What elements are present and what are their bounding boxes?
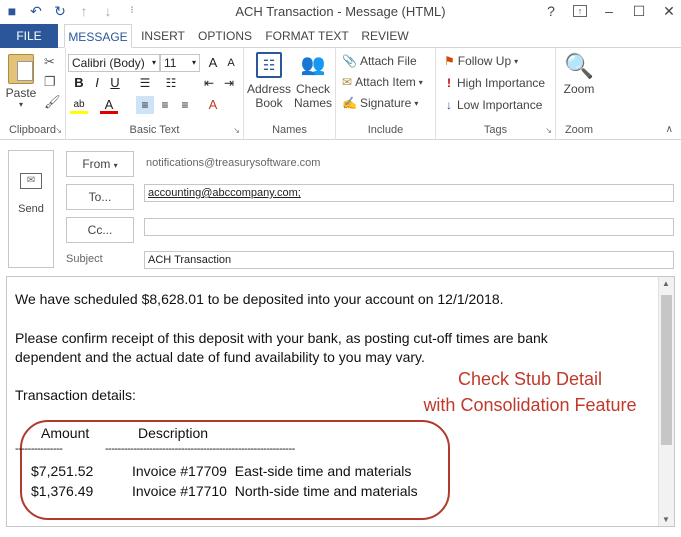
title-bar	[0, 0, 681, 24]
message-body[interactable]	[6, 276, 675, 527]
font-name-select[interactable]	[68, 54, 160, 72]
send-icon: ✉	[20, 173, 42, 189]
increase-indent-icon[interactable]: ⇥	[223, 76, 235, 90]
table-row-2-amount: $1,376.49	[31, 483, 94, 499]
zoom-label: Zoom	[563, 82, 595, 96]
table-row-2-desc: Invoice #17710 North-side time and materials	[132, 483, 418, 499]
up-arrow-icon[interactable]: ↑	[80, 3, 88, 19]
redo-icon[interactable]: ↻	[54, 3, 66, 19]
numbering-icon[interactable]: ☷	[165, 76, 177, 90]
clipboard-label: Clipboard	[8, 124, 57, 136]
attach-item-button[interactable]	[342, 75, 423, 89]
decrease-indent-icon[interactable]: ⇤	[203, 76, 215, 90]
body-line-2: Please confirm receipt of this deposit with your bank, as posting cut-off times are bank	[15, 330, 548, 346]
attach-file-label: Attach File	[359, 54, 417, 68]
table-row-1-desc: Invoice #17709 East-side time and materials	[132, 463, 412, 479]
highlight-icon[interactable]: ab	[70, 96, 88, 114]
paste-label: Paste	[5, 86, 37, 100]
column-header-amount: Amount	[41, 425, 90, 441]
font-name-value: Calibri (Body)	[72, 56, 145, 70]
to-recipient[interactable]: accounting@abccompany.com;	[148, 187, 301, 199]
help-button[interactable]: ?	[547, 3, 555, 19]
paste-button[interactable]	[4, 52, 38, 116]
down-arrow-icon: ↓	[446, 98, 452, 112]
subject-label: Subject	[66, 253, 103, 265]
include-label: Include	[367, 124, 404, 136]
font-size-value: 11	[164, 56, 177, 70]
zoom-button[interactable]	[558, 52, 600, 96]
check-names-icon: 👥	[300, 54, 326, 76]
chevron-down-icon: ▾	[191, 58, 196, 67]
align-right-icon[interactable]: ≡	[181, 98, 189, 112]
send-button[interactable]	[8, 150, 54, 268]
dialog-launcher-icon[interactable]: ↘	[545, 126, 552, 135]
magnifier-icon: 🔍	[564, 53, 594, 80]
clear-formatting-icon[interactable]: A	[208, 97, 218, 112]
align-center-icon[interactable]: ≡	[161, 98, 169, 112]
signature-label: Signature	[359, 96, 412, 110]
attach-item-label: Attach Item	[355, 75, 416, 89]
low-importance-label: Low Importance	[457, 98, 543, 112]
signature-button[interactable]	[342, 96, 418, 110]
undo-icon[interactable]: ↶	[30, 3, 42, 19]
tab-format-text[interactable]: FORMAT TEXT	[265, 29, 349, 43]
tab-file[interactable]: FILE	[0, 24, 58, 48]
callout-line-1: Check Stub Detail	[457, 369, 603, 389]
font-color-icon[interactable]: A	[100, 96, 118, 114]
chevron-down-icon: ▾	[151, 58, 156, 67]
clipboard-group	[0, 48, 66, 140]
dialog-launcher-icon[interactable]: ↘	[233, 126, 240, 135]
save-icon[interactable]: ■	[7, 3, 17, 19]
attach-file-button[interactable]	[342, 54, 417, 68]
scroll-thumb[interactable]	[661, 295, 672, 445]
scroll-up-icon[interactable]: ▲	[662, 279, 670, 288]
table-row-1-amount: $7,251.52	[31, 463, 94, 479]
address-book-icon: ☷	[256, 52, 282, 78]
chevron-down-icon: ▾	[113, 161, 118, 170]
attach-item-icon: ✉	[342, 75, 353, 89]
from-value: notifications@treasurysoftware.com	[146, 157, 321, 169]
names-group	[244, 48, 336, 140]
address-book-button[interactable]	[246, 52, 292, 110]
flag-icon: ⚑	[444, 54, 455, 68]
close-button[interactable]: ✕	[663, 3, 675, 19]
underline-button[interactable]: U	[110, 75, 120, 90]
table-rule-1: ---------------	[15, 443, 63, 455]
paperclip-icon: 📎	[342, 54, 357, 68]
format-painter-icon[interactable]: 🖌	[44, 94, 61, 109]
tab-message[interactable]: MESSAGE	[64, 24, 132, 48]
follow-up-label: Follow Up	[457, 54, 512, 68]
window-title: ACH Transaction - Message (HTML)	[235, 4, 446, 19]
align-left-icon[interactable]: ≡	[136, 96, 154, 114]
column-header-description: Description	[138, 425, 209, 441]
send-label: Send	[18, 203, 44, 215]
minimize-button[interactable]: –	[605, 3, 613, 19]
tab-options[interactable]: OPTIONS	[197, 29, 252, 43]
italic-button[interactable]: I	[95, 75, 99, 90]
font-size-select[interactable]	[160, 54, 200, 72]
chevron-down-icon: ▾	[18, 100, 23, 109]
include-group	[336, 48, 436, 140]
bold-button[interactable]: B	[74, 75, 84, 90]
chevron-down-icon: ▾	[418, 77, 423, 87]
follow-up-button[interactable]	[444, 54, 518, 68]
zoom-group-label: Zoom	[564, 124, 594, 136]
to-field[interactable]	[144, 184, 674, 202]
callout-line-2: with Consolidation Feature	[423, 395, 637, 415]
from-label: From	[82, 157, 111, 171]
check-names-label-2: Names	[293, 96, 332, 110]
chevron-down-icon: ▾	[414, 98, 419, 108]
restore-icon[interactable]: ↑	[573, 5, 587, 17]
tab-review[interactable]: REVIEW	[361, 29, 409, 43]
down-arrow-icon[interactable]: ↓	[104, 3, 112, 19]
grow-font-icon[interactable]: A	[208, 55, 218, 70]
check-names-button[interactable]	[292, 52, 334, 110]
tags-label: Tags	[483, 124, 508, 136]
ribbon-tabs	[0, 24, 681, 48]
low-importance-button[interactable]	[444, 98, 542, 112]
table-rule-2: ------------------------------------------------------------	[105, 443, 295, 455]
zoom-group	[556, 48, 602, 140]
more-icon[interactable]: ⁝	[130, 5, 134, 16]
body-line-3: dependent and the actual date of fund availability to you may vary.	[15, 349, 425, 365]
basic-text-label: Basic Text	[129, 124, 180, 136]
window-controls	[543, 2, 677, 20]
cut-icon[interactable]: ✂	[44, 54, 55, 69]
scroll-down-icon[interactable]: ▼	[662, 515, 670, 524]
high-importance-button[interactable]	[444, 76, 545, 90]
body-line-1: We have scheduled $8,628.01 to be deposited into your account on 12/1/2018.	[15, 291, 504, 307]
high-importance-label: High Importance	[457, 76, 546, 90]
tab-insert[interactable]: INSERT	[141, 29, 185, 43]
body-line-4: Transaction details:	[15, 387, 136, 403]
check-names-label-1: Check	[295, 82, 330, 96]
maximize-button[interactable]: ☐	[632, 3, 646, 19]
address-book-label-1: Address	[246, 82, 292, 96]
ribbon	[0, 48, 681, 140]
cc-button[interactable]: Cc...	[66, 217, 134, 243]
exclamation-icon: !	[447, 76, 451, 90]
subject-field[interactable]: ACH Transaction	[144, 251, 674, 269]
names-label: Names	[272, 124, 307, 136]
paste-icon	[8, 54, 34, 84]
signature-icon: ✍	[342, 96, 357, 110]
cc-field[interactable]	[144, 218, 674, 236]
dialog-launcher-icon[interactable]: ↘	[55, 126, 62, 135]
vertical-scrollbar[interactable]	[658, 277, 674, 526]
from-button[interactable]	[66, 151, 134, 177]
basic-text-group	[66, 48, 244, 140]
shrink-font-icon[interactable]: A	[227, 57, 235, 69]
bullets-icon[interactable]: ☰	[139, 76, 151, 90]
chevron-down-icon: ▾	[514, 56, 519, 66]
tags-group	[436, 48, 556, 140]
address-book-label-2: Book	[255, 96, 283, 110]
collapse-ribbon-icon[interactable]: ∧	[665, 124, 673, 135]
to-button[interactable]: To...	[66, 184, 134, 210]
copy-icon[interactable]: ❐	[44, 74, 56, 89]
